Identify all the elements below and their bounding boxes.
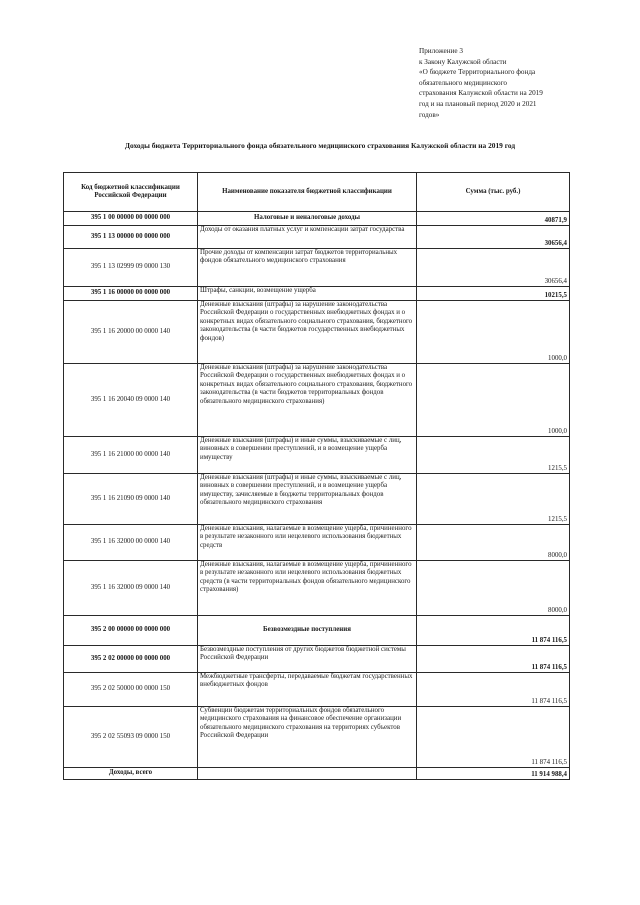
row-name: Денежные взыскания (штрафы) за нарушение законодательства Российской Федерации о государственных внебюджетных фондах и о конкретных видах обязательного социального страхования, бюджетного законодательства (в части бюджетов государственных внебюджетных фондов) bbox=[198, 301, 417, 364]
header-row bbox=[64, 173, 570, 212]
row-name: Денежные взыскания, налагаемые в возмещение ущерба, причиненного в результате незаконного или нецелевого использования бюджетных средств bbox=[198, 525, 417, 561]
annex-line: «О бюджете Территориального фонда bbox=[419, 68, 536, 77]
row-sum: 1000,0 bbox=[417, 364, 570, 437]
table-row bbox=[64, 707, 570, 768]
row-name: Штрафы, санкции, возмещение ущерба bbox=[198, 287, 417, 301]
row-code: 395 1 16 32000 00 0000 140 bbox=[64, 525, 198, 561]
table-row bbox=[64, 287, 570, 301]
row-name: Денежные взыскания (штрафы) и иные суммы, взыскиваемые с лиц, виновных в совершении преступлений, и в возмещение ущерба имуществу, зачисляемые в бюджеты территориальных фондов обязательного медицинского страхования bbox=[198, 474, 417, 525]
row-code: 395 2 02 50000 00 0000 150 bbox=[64, 673, 198, 707]
row-code: 395 2 02 55093 09 0000 150 bbox=[64, 707, 198, 768]
row-code: 395 1 16 00000 00 0000 000 bbox=[64, 287, 198, 301]
row-sum: 30656,4 bbox=[417, 226, 570, 249]
row-name: Налоговые и неналоговые доходы bbox=[198, 212, 417, 226]
row-name: Межбюджетные трансферты, передаваемые бюджетам государственных внебюджетных фондов bbox=[198, 673, 417, 707]
total-name-cell bbox=[198, 768, 417, 780]
total-sum: 11 914 988,4 bbox=[417, 768, 570, 780]
annex-line: страхования Калужской области на 2019 bbox=[419, 89, 543, 98]
table-row bbox=[64, 226, 570, 249]
row-code: 395 1 16 20000 00 0000 140 bbox=[64, 301, 198, 364]
row-sum: 1215,5 bbox=[417, 437, 570, 474]
row-code: 395 1 13 02999 09 0000 130 bbox=[64, 249, 198, 287]
table-row bbox=[64, 364, 570, 437]
table-row bbox=[64, 525, 570, 561]
row-code: 395 1 00 00000 00 0000 000 bbox=[64, 212, 198, 226]
table-row bbox=[64, 301, 570, 364]
row-code: 395 2 00 00000 00 0000 000 bbox=[64, 616, 198, 646]
table-row bbox=[64, 646, 570, 673]
revenue-table bbox=[63, 172, 570, 780]
row-name: Денежные взыскания (штрафы) за нарушение законодательства Российской Федерации о государственных внебюджетных фондах и о конкретных видах обязательного социального страхования, бюджетного законодательства (в части бюджетов территориальных фондов обязательного медицинского страхования) bbox=[198, 364, 417, 437]
row-sum: 1215,5 bbox=[417, 474, 570, 525]
table-row bbox=[64, 673, 570, 707]
table-row bbox=[64, 249, 570, 287]
row-name: Денежные взыскания (штрафы) и иные суммы, взыскиваемые с лиц, виновных в совершении преступлений, и в возмещение ущерба имуществу bbox=[198, 437, 417, 474]
row-code: 395 2 02 00000 00 0000 000 bbox=[64, 646, 198, 673]
row-name: Безвозмездные поступления от других бюджетов бюджетной системы Российской Федерации bbox=[198, 646, 417, 673]
row-code: 395 1 16 32000 09 0000 140 bbox=[64, 561, 198, 616]
row-code: 395 1 13 00000 00 0000 000 bbox=[64, 226, 198, 249]
total-row bbox=[64, 768, 570, 780]
row-sum: 30656,4 bbox=[417, 249, 570, 287]
annex-line: Приложение 3 bbox=[419, 47, 463, 55]
table-row bbox=[64, 616, 570, 646]
annex-note bbox=[419, 46, 619, 120]
table-row bbox=[64, 474, 570, 525]
row-name: Безвозмездные поступления bbox=[198, 616, 417, 646]
header-code: Код бюджетной классификации Российской Федерации bbox=[64, 173, 198, 212]
row-sum: 11 874 116,5 bbox=[417, 673, 570, 707]
row-code: 395 1 16 21000 00 0000 140 bbox=[64, 437, 198, 474]
row-name: Доходы от оказания платных услуг и компенсации затрат государства bbox=[198, 226, 417, 249]
row-sum: 40871,9 bbox=[417, 212, 570, 226]
total-label: Доходы, всего bbox=[64, 768, 198, 780]
row-sum: 11 874 116,5 bbox=[417, 646, 570, 673]
document-title: Доходы бюджета Территориального фонда обязательного медицинского страхования Калужской области на 2019 год bbox=[124, 141, 516, 150]
header-sum: Сумма (тыс. руб.) bbox=[417, 173, 570, 212]
annex-line: годов» bbox=[419, 110, 440, 119]
row-sum: 10215,5 bbox=[417, 287, 570, 301]
row-sum: 11 874 116,5 bbox=[417, 616, 570, 646]
row-code: 395 1 16 21090 09 0000 140 bbox=[64, 474, 198, 525]
row-name: Прочие доходы от компенсации затрат бюджетов территориальных фондов обязательного медицинского страхования bbox=[198, 249, 417, 287]
table-row bbox=[64, 561, 570, 616]
table-row bbox=[64, 212, 570, 226]
header-name: Наименование показателя бюджетной классификации bbox=[198, 173, 417, 212]
annex-line: обязательного медицинского bbox=[419, 78, 507, 87]
annex-line: год и на плановый период 2020 и 2021 bbox=[419, 99, 537, 108]
row-sum: 1000,0 bbox=[417, 301, 570, 364]
row-code: 395 1 16 20040 09 0000 140 bbox=[64, 364, 198, 437]
row-name: Денежные взыскания, налагаемые в возмещение ущерба, причиненного в результате незаконного или нецелевого использования бюджетных средств (в части территориальных фондов обязательного медицинского страхования) bbox=[198, 561, 417, 616]
table-row bbox=[64, 437, 570, 474]
annex-line: к Закону Калужской области bbox=[419, 57, 507, 66]
row-sum: 8000,0 bbox=[417, 525, 570, 561]
row-name: Субвенции бюджетам территориальных фондов обязательного медицинского страхования на финансовое обеспечение организации обязательного медицинского страхования на территориях субъектов Российской Федерации bbox=[198, 707, 417, 768]
row-sum: 8000,0 bbox=[417, 561, 570, 616]
row-sum: 11 874 116,5 bbox=[417, 707, 570, 768]
